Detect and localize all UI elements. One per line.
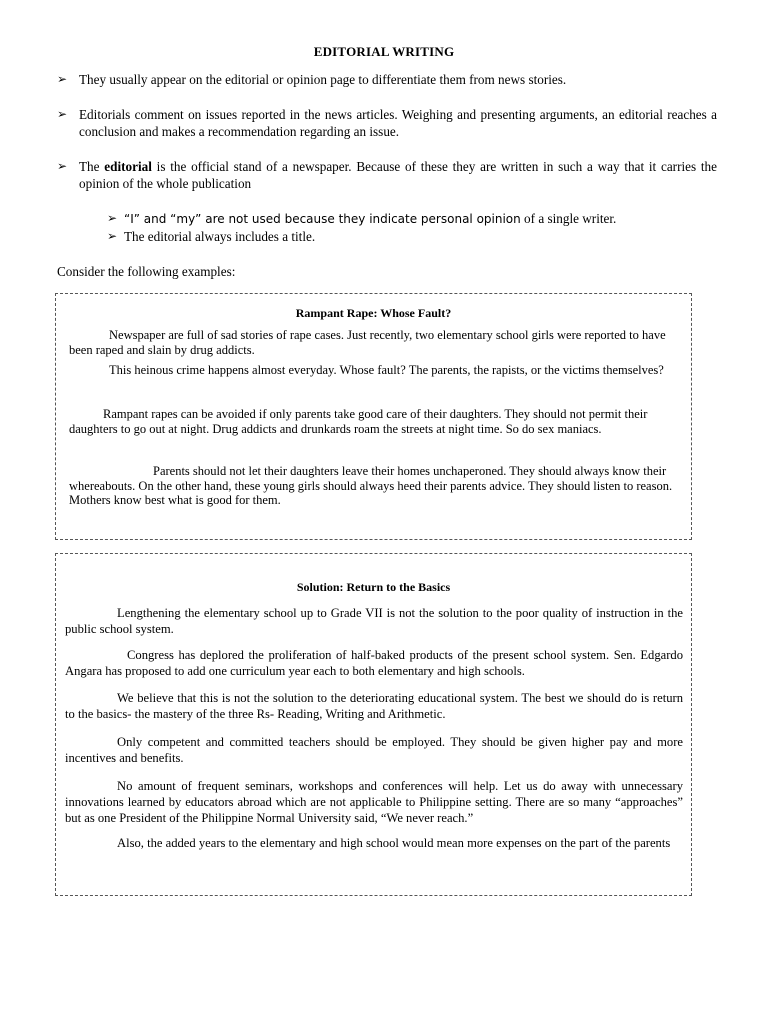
- example-paragraph: Lengthening the elementary school up to Grade VII is not the solution to the poor quality of instruction in the public school system.: [65, 606, 683, 636]
- example-paragraph: Rampant rapes can be avoided if only parents take good care of their daughters. They should not permit their daughters to go out at night. Drug addicts and drunkards roam the streets at night time. So do sex maniacs.: [69, 407, 648, 436]
- sub-bullet-quoted: “I” and “my” are not used because they indicate personal opinion: [124, 212, 521, 226]
- example-paragraph: No amount of frequent seminars, workshops and conferences will help. Let us do away with unnecessary innovations learned by educators abroad which are not applicable to Philippine setting. There are so many “approaches” but as one President of the Philippine Normal University said, “We never reach.”: [65, 779, 683, 825]
- arrow-bullet-icon: ➢: [107, 229, 118, 243]
- example-title: Solution: Return to the Basics: [296, 580, 451, 594]
- example-paragraph: Parents should not let their daughters leave their homes unchaperoned. They should always know their whereabouts. On the other hand, these young girls should always heed their parents advice. They should listen to reason. Mothers know best what is good for them.: [69, 464, 673, 507]
- bullet-item: [57, 71, 717, 88]
- sub-bullet-text: [124, 210, 707, 228]
- bullet-item: [57, 106, 717, 140]
- example-box-return-to-basics: [55, 553, 692, 896]
- bullet-text: [79, 158, 717, 192]
- example-paragraph: Congress has deplored the proliferation of half-baked products of the present school system. Sen. Edgardo Angara has proposed to add one curriculum year each to both elementary and high schools.: [65, 648, 683, 678]
- example-paragraph: This heinous crime happens almost everyday. Whose fault? The parents, the rapists, or the victims themselves?: [109, 363, 664, 377]
- sub-bullet-item: [107, 228, 707, 245]
- bullet-text-start: The: [79, 159, 105, 174]
- example-paragraph: We believe that this is not the solution to the deteriorating educational system. The best we should do is return to the basics- the mastery of the three Rs- Reading, Writing and Arithmetic.: [65, 691, 683, 721]
- sub-bullet-rest: of a single writer.: [520, 211, 617, 226]
- bullet-item: [57, 158, 717, 192]
- example-box-rampant-rape: [55, 293, 692, 540]
- bullet-text: Editorials comment on issues reported in the news articles. Weighing and presenting arguments, an editorial reaches a conclusion and makes a recommendation regarding an issue.: [79, 107, 717, 139]
- example-paragraph: Only competent and committed teachers should be employed. They should be given higher pay and more incentives and benefits.: [65, 735, 683, 765]
- sub-bullet-item: [107, 210, 707, 228]
- bullet-text: They usually appear on the editorial or opinion page to differentiate them from news stories.: [79, 72, 567, 87]
- arrow-bullet-icon: ➢: [57, 159, 68, 173]
- example-title: Rampant Rape: Whose Fault?: [295, 306, 452, 320]
- document-title: EDITORIAL WRITING: [313, 44, 455, 59]
- consider-text: Consider the following examples:: [57, 264, 236, 279]
- example-paragraph: Newspaper are full of sad stories of rape cases. Just recently, two elementary school girls were reported to have been raped and slain by drug addicts.: [69, 328, 666, 357]
- example-paragraph: Also, the added years to the elementary and high school would mean more expenses on the part of the parents: [117, 836, 671, 850]
- arrow-bullet-icon: ➢: [107, 211, 118, 225]
- bullet-text-end: is the official stand of a newspaper. Because of these they are written in such a way that it carries the opinion of the whole publication: [79, 159, 717, 191]
- bold-term: editorial: [104, 159, 152, 174]
- sub-bullet-text: The editorial always includes a title.: [124, 229, 316, 244]
- arrow-bullet-icon: ➢: [57, 72, 68, 86]
- arrow-bullet-icon: ➢: [57, 107, 68, 121]
